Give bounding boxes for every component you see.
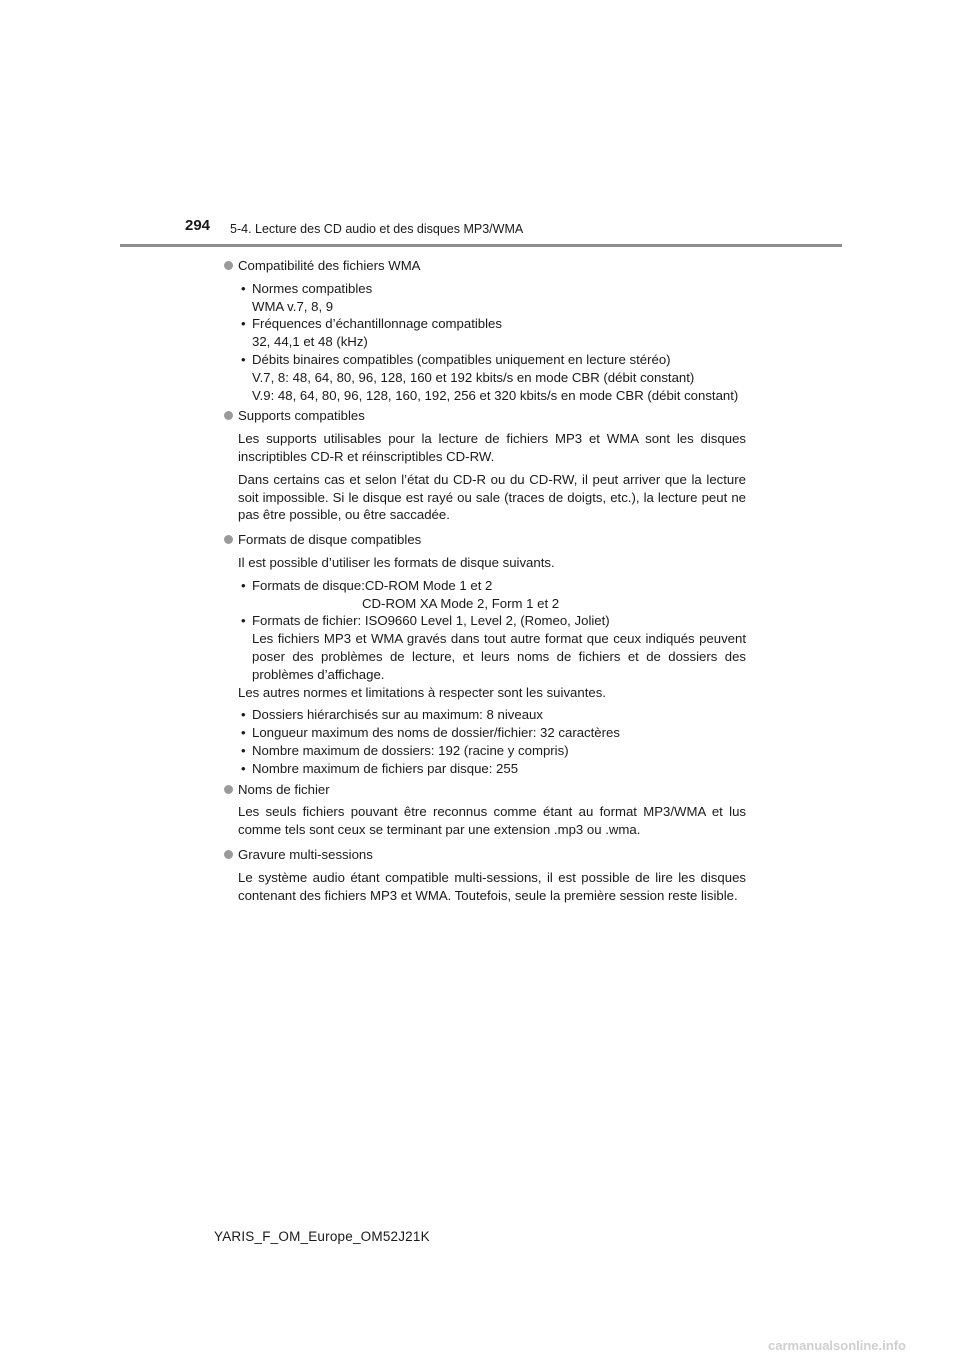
list-item: • Formats de disque:CD-ROM Mode 1 et 2 (241, 577, 493, 593)
section-noms-heading: Noms de fichier (224, 781, 746, 799)
supports-body (224, 430, 746, 524)
noms-body (224, 803, 746, 839)
doc-code-footer: YARIS_F_OM_Europe_OM52J21K (214, 1229, 430, 1244)
limits-list (238, 706, 746, 777)
section-supports-heading: Supports compatibles (224, 407, 746, 425)
section-wma-heading: Compatibilité des fichiers WMA (224, 257, 746, 275)
list-item: • Formats de fichier: ISO9660 Level 1, Level 2, (Romeo, Joliet) (241, 613, 610, 629)
list-item-detail: Les fichiers MP3 et WMA gravés dans tout autre format que ceux indiqués peuvent poser des problèmes de lecture, et leurs noms de fichiers et de dossiers des problèmes d’affichage. (252, 631, 746, 682)
watermark: carmanualsonline.info (768, 1338, 906, 1353)
paragraph: Le système audio étant compatible multi-sessions, il est possible de lire les disques contenant des fichiers MP3 et WMA. Toutefois, seule la première session reste lisible. (238, 869, 746, 903)
header-rule (120, 244, 842, 247)
section-gravure-heading: Gravure multi-sessions (224, 846, 746, 864)
paragraph: Les autres normes et limitations à respecter sont les suivantes. (238, 684, 606, 700)
section-title: 5-4. Lecture des CD audio et des disques MP3/WMA (230, 222, 524, 236)
list-item: • Dossiers hiérarchisés sur au maximum: 8 niveaux (241, 707, 543, 723)
list-item-detail: WMA v.7, 8, 9 (252, 298, 334, 314)
page-content (224, 254, 746, 904)
formats-body (224, 554, 746, 778)
paragraph: Dans certains cas et selon l’état du CD-R ou du CD-RW, il peut arriver que la lecture soit impossible. Si le disque est rayé ou sale (traces de doigts, etc.), la lecture peut ne pas être possible, ou être saccadée. (238, 471, 746, 523)
paragraph: Il est possible d’utiliser les formats de disque suivants. (238, 554, 555, 570)
formats-list (238, 577, 746, 684)
list-item-detail: CD-ROM XA Mode 2, Form 1 et 2 (362, 595, 560, 611)
list-item: • Fréquences d’échantillonnage compatibles (241, 316, 502, 332)
list-item: • Nombre maximum de fichiers par disque: 255 (241, 760, 519, 776)
bullet-dot-icon (224, 261, 233, 270)
bullet-dot-icon (224, 535, 233, 544)
bullet-dot-icon (224, 411, 233, 420)
gravure-body (224, 869, 746, 905)
bullet-dot-icon (224, 785, 233, 794)
paragraph: Les seuls fichiers pouvant être reconnus comme étant au format MP3/WMA et lus comme tels sont ceux se terminant par une extension .mp3 ou .wma. (238, 804, 746, 838)
page-number: 294 (185, 217, 211, 234)
list-item: • Nombre maximum de dossiers: 192 (racine y compris) (241, 742, 569, 758)
list-item-detail: V.9: 48, 64, 80, 96, 128, 160, 192, 256 et 320 kbits/s en mode CBR (débit constant) (252, 387, 739, 403)
bullet-dot-icon (224, 850, 233, 859)
list-item: • Longueur maximum des noms de dossier/fichier: 32 caractères (241, 725, 620, 741)
section-formats-heading: Formats de disque compatibles (224, 531, 746, 549)
wma-list (224, 280, 746, 405)
list-item-detail: 32, 44,1 et 48 (kHz) (252, 334, 368, 350)
paragraph: Les supports utilisables pour la lecture de fichiers MP3 et WMA sont les disques inscriptibles CD-R et réinscriptibles CD-RW. (238, 431, 746, 464)
list-item-detail: V.7, 8: 48, 64, 80, 96, 128, 160 et 192 kbits/s en mode CBR (débit constant) (252, 369, 695, 385)
list-item: • Normes compatibles (241, 280, 373, 296)
list-item: • Débits binaires compatibles (compatibles uniquement en lecture stéréo) (241, 351, 671, 367)
